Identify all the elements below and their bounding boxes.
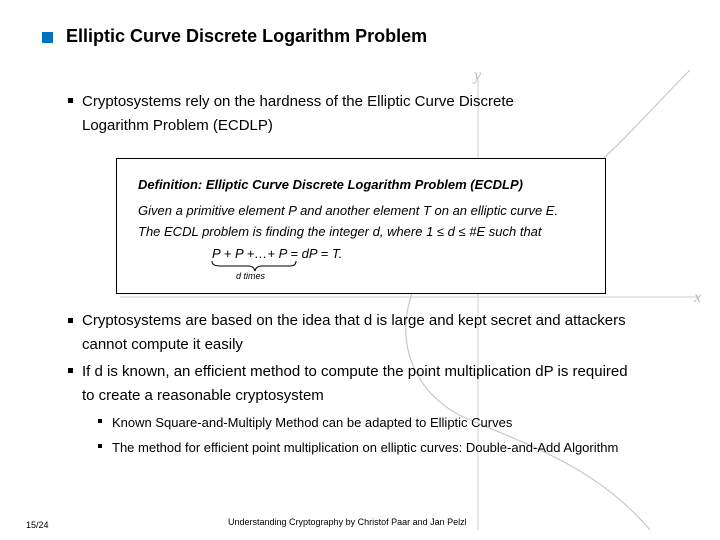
title-bullet-square (42, 32, 53, 43)
sub-bullet-marker-2 (98, 444, 102, 448)
bullet-1-line-2: Logarithm Problem (ECDLP) (82, 117, 273, 134)
bullet-2-line-2: cannot compute it easily (82, 336, 243, 353)
definition-line-2: The ECDL problem is finding the integer d, where 1 ≤ d ≤ #E such that (138, 224, 542, 239)
definition-heading: Definition: Elliptic Curve Discrete Logarithm Problem (ECDLP) (138, 177, 523, 192)
y-axis-label: y (474, 67, 482, 84)
bullet-3-text (82, 360, 682, 408)
bullet-1-line-1: Cryptosystems rely on the hardness of the Elliptic Curve Discrete (82, 93, 514, 110)
bullet-marker-1 (68, 98, 73, 103)
bullet-3-line-2: to create a reasonable cryptosystem (82, 387, 324, 404)
footer-credit: Understanding Cryptography by Christof Paar and Jan Pelzl (228, 517, 467, 527)
definition-equation: P + P +…+ P = dP = T. (212, 246, 343, 261)
sub-bullet-1-text: Known Square-and-Multiply Method can be adapted to Elliptic Curves (112, 415, 513, 430)
bullet-2-line-1: Cryptosystems are based on the idea that d is large and kept secret and attackers (82, 312, 626, 329)
page-number: 15/24 (26, 520, 49, 530)
slide-title: Elliptic Curve Discrete Logarithm Problem (66, 26, 428, 46)
sub-bullet-marker-1 (98, 419, 102, 423)
underbrace-label: d times (236, 271, 266, 281)
bullet-marker-3 (68, 368, 73, 373)
bullet-1-text (82, 90, 642, 138)
x-axis-label: x (694, 289, 702, 306)
bullet-2-text (82, 309, 682, 357)
bullet-marker-2 (68, 318, 73, 323)
definition-line-1: Given a primitive element P and another element T on an elliptic curve E. (138, 203, 559, 218)
bullet-3-line-1: If d is known, an efficient method to compute the point multiplication dP is required (82, 363, 628, 380)
sub-bullet-2-text: The method for efficient point multiplication on elliptic curves: Double-and-Add Algorithm (112, 440, 619, 455)
